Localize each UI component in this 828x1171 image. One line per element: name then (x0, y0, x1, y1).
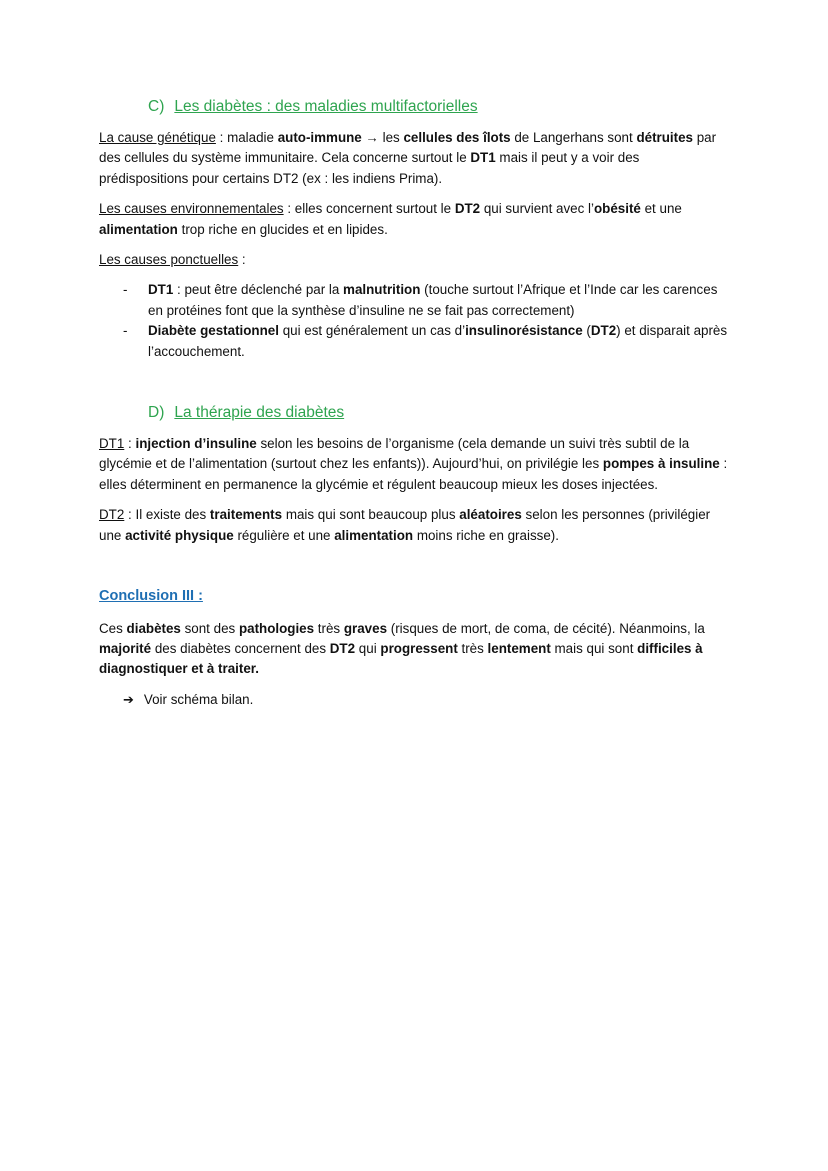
see-diagram-item (123, 690, 731, 710)
section-c-letter: C) (148, 98, 165, 115)
bold-term: progressent (380, 640, 458, 656)
text-fragment: ( (582, 323, 591, 339)
environmental-causes-paragraph (99, 199, 731, 240)
text-fragment: moins riche en graisse). (413, 527, 559, 543)
text-fragment: Ces (99, 620, 127, 636)
right-arrow-icon: ➔ (123, 691, 134, 707)
text-fragment: : (238, 252, 246, 268)
environmental-causes-label: Les causes environnementales (99, 201, 284, 217)
bold-term: DT1 (470, 150, 496, 166)
dt2-label: DT2 (99, 507, 125, 523)
bold-term: activité physique (125, 527, 234, 543)
bold-term: diabètes (126, 620, 181, 636)
text-fragment: selon les besoins de l’organisme (cela demande un suivi très subtil de la glycémie et de l’alimentation (surtout chez les enfants)). Aujourd’hui, on privilégie les (99, 436, 690, 472)
text-fragment: (touche surtout l’Afrique et l’Inde car les carences en protéines font que la synthèse d’insuline ne se fait pas correctement) (148, 282, 718, 318)
bold-term: DT2 (329, 640, 356, 656)
bold-term: DT2 (590, 323, 617, 339)
genetic-cause-label: La cause génétique (99, 130, 216, 145)
text-fragment: (risques de mort, de coma, de cécité). Néanmoins, la (387, 620, 705, 636)
list-item (99, 280, 731, 321)
bullet-dash: - (123, 323, 128, 339)
text-fragment: qui est généralement un cas d’ (278, 323, 466, 339)
text-fragment: très (314, 620, 344, 636)
punctual-causes-label: Les causes ponctuelles (99, 252, 239, 268)
conclusion-paragraph (99, 619, 731, 680)
bold-term: injection d’insuline (135, 436, 257, 452)
list-item (99, 321, 731, 362)
dt2-therapy-paragraph (99, 505, 731, 546)
text-fragment: qui survient avec l’ (480, 201, 594, 217)
punctual-causes-paragraph (99, 250, 731, 270)
text-fragment: de Langerhans sont (510, 130, 637, 145)
text-fragment: mais qui sont (550, 640, 638, 656)
punctual-causes-list (99, 280, 731, 362)
text-fragment: ) et disparait après l’accouchement. (148, 323, 728, 359)
bold-term: malnutrition (343, 282, 421, 298)
text-fragment: des diabètes concernent des (151, 640, 330, 656)
dt1-label: DT1 (99, 436, 125, 452)
section-c-heading (148, 96, 731, 118)
bold-term: lentement (487, 640, 551, 656)
bold-term: Diabète gestationnel (148, 323, 279, 339)
text-fragment: : (124, 436, 136, 452)
bold-term: DT1 (148, 282, 174, 298)
section-c-title: Les diabètes : des maladies multifactorielles (174, 98, 478, 115)
see-diagram-text: Voir schéma bilan. (143, 691, 254, 707)
bold-term: majorité (99, 640, 152, 656)
text-fragment: mais qui sont beaucoup plus (282, 507, 460, 523)
text-fragment: et une (640, 201, 682, 217)
bullet-dash: - (123, 282, 128, 298)
text-fragment: : Il existe des (124, 507, 210, 523)
dt1-therapy-paragraph (99, 434, 731, 495)
section-d-letter: D) (148, 404, 165, 422)
text-fragment: très (457, 640, 488, 656)
text-fragment: sont des (180, 620, 239, 636)
section-d-title: La thérapie des diabètes (174, 404, 345, 422)
text-fragment: trop riche en glucides et en lipides. (177, 221, 388, 237)
arrow-glyph: → (361, 130, 383, 145)
bold-term: DT2 (454, 201, 481, 217)
text-fragment: : peut être déclenché par la (173, 282, 344, 298)
text-fragment: qui (355, 640, 381, 656)
bold-term: alimentation (99, 221, 178, 237)
text-fragment: régulière et une (233, 527, 335, 543)
bold-term: cellules des îlots (403, 130, 511, 145)
bold-term: difficiles à diagnostiquer et à traiter. (99, 640, 703, 677)
bold-term: alimentation (334, 527, 414, 543)
bold-term: auto-immune (277, 130, 362, 145)
bold-term: traitements (209, 507, 283, 523)
conclusion-heading: Conclusion III : (99, 588, 203, 605)
text-fragment: selon les personnes (privilégier une (99, 507, 711, 543)
bold-term: aléatoires (459, 507, 522, 523)
bold-term: détruites (636, 130, 694, 145)
text-fragment: les (382, 130, 404, 145)
bold-term: graves (343, 620, 388, 636)
genetic-cause-paragraph (99, 128, 731, 189)
page-content (99, 96, 731, 710)
bold-term: pompes à insuline (602, 456, 720, 472)
text-fragment: : elles déterminent en permanence la glycémie et régulent beaucoup mieux les doses injectées. (99, 456, 728, 492)
text-fragment: : elles concernent surtout le (283, 201, 455, 217)
text-fragment: mais il peut y a voir des prédispositions pour certains DT2 (ex : les indiens Prima). (99, 150, 640, 186)
bold-term: obésité (594, 201, 641, 217)
section-d-heading (148, 402, 731, 424)
text-fragment: par des cellules du système immunitaire. Cela concerne surtout le (99, 130, 717, 166)
bold-term: pathologies (238, 620, 315, 636)
text-fragment: : maladie (215, 130, 278, 145)
bold-term: insulinorésistance (465, 323, 583, 339)
